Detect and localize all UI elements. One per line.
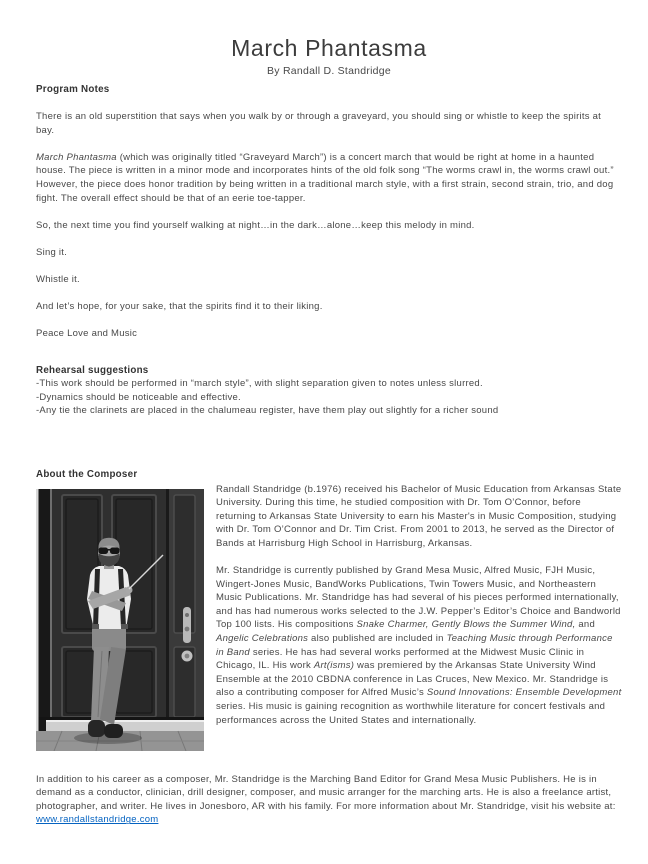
text-segment: also published are included in [308,633,447,645]
paragraph: Randall Standridge (b.1976) received his Bachelor of Music Education from Arkansas State University. During this time, he studied composition with Dr. Tom O’Connor, before returning to Arkansas State University to earn his Master's in Music Composition, studying with Dr. Tom O’Connor and Dr. Tim Crist. From 2001 to 2013, he served as the Director of Bands at Harrisburg High School in Harrisburg, Arkansas. [216,483,622,549]
text-segment: (which was originally titled “Graveyard March”) is a concert march that would be right at home in a haunted house. The piece is written in a minor mode and incorporates hints of the old folk song “The worms crawl in, the worms crawl out.” However, the piece does honor tradition by being written in a traditional march style, with a first strain, second strain, trio, and dog fight. The overall effect should be that of an eerie toe-tapper. [36,151,614,204]
text-segment: Angelic Celebrations [216,633,309,645]
rehearsal-item: -Any tie the clarinets are placed in the chalumeau register, have them play out slightly for a richer sound [36,405,499,417]
website-link[interactable]: www.randallstandridge.com [36,814,159,826]
composer-bio [216,483,622,751]
paragraph: So, the next time you find yourself walking at night…in the dark…alone…keep this melody in mind. [36,219,475,231]
paragraph [36,151,622,205]
composer-photo [36,489,204,751]
text-segment: In addition to his career as a composer, Mr. Standridge is the Marching Band Editor for Grand Mesa Music Publishers. He is in demand as a conductor, clinician, drill designer, composer, and music arranger for the marching arts. He is also a freelance artist, photographer, and writer. He lives in Jonesboro, AR with his family. For more information about Mr. Standridge, visit his website at: [36,773,616,812]
text-segment: Snake Charmer, Gently Blows the Summer Wind, [356,619,576,631]
rehearsal-item: -This work should be performed in “march style”, with slight separation given to notes unless slurred. [36,378,483,390]
text-segment: series. He has had several works performed at the Midwest Music Clinic in Chicago, IL. His work [216,646,585,672]
program-notes-heading: Program Notes [36,84,110,95]
paragraph [216,564,622,727]
rehearsal-item: -Dynamics should be noticeable and effective. [36,391,241,403]
text-segment: Art(isms) [313,660,355,672]
paragraph: Peace Love and Music [36,328,138,340]
about-composer-heading: About the Composer [36,469,138,480]
rehearsal-suggestions-heading: Rehearsal suggestions [36,364,149,376]
text-segment: March Phantasma [36,151,117,163]
text-segment: Teaching Music through Performance in Band [216,633,613,658]
paragraph: Sing it. [36,246,68,258]
text-segment: and [575,619,595,631]
paragraph: There is an old superstition that says when you walk by or through a graveyard, you should sing or whistle to keep the spirits at bay. [36,111,602,136]
text-segment: was premiered by the Arkansas State University Wind Ensemble at the 2010 CBDNA conference in Las Cruces, New Mexico. Mr. Standridge is also a contributing composer for Alfred Music’s [216,660,609,699]
paragraph: Whistle it. [36,273,80,285]
text-segment: series. His music is gaining recognition as worthwhile literature for concert festivals and performances across the United States and internationally. [216,701,606,726]
page-title: March Phantasma [231,35,427,61]
text-segment: Sound Innovations: Ensemble Development [426,687,622,699]
footer-paragraph [36,773,622,827]
paragraph: And let’s hope, for your sake, that the spirits find it to their liking. [36,300,323,312]
text-segment: Mr. Standridge is currently published by Grand Mesa Music, Alfred Music, FJH Music, Wingert-Jones Music, BandWorks Publications, Twin Towers Music, and Northeastern Music Publications. Mr. Standridge has had several of his pieces performed internationally, and has had numerous works selected to the J.W. Pepper’s Editor’s Choice and Bandworld Top 100 lists. His compositions [216,565,621,631]
byline: By Randall D. Standridge [267,65,391,77]
composer-section [36,483,622,751]
